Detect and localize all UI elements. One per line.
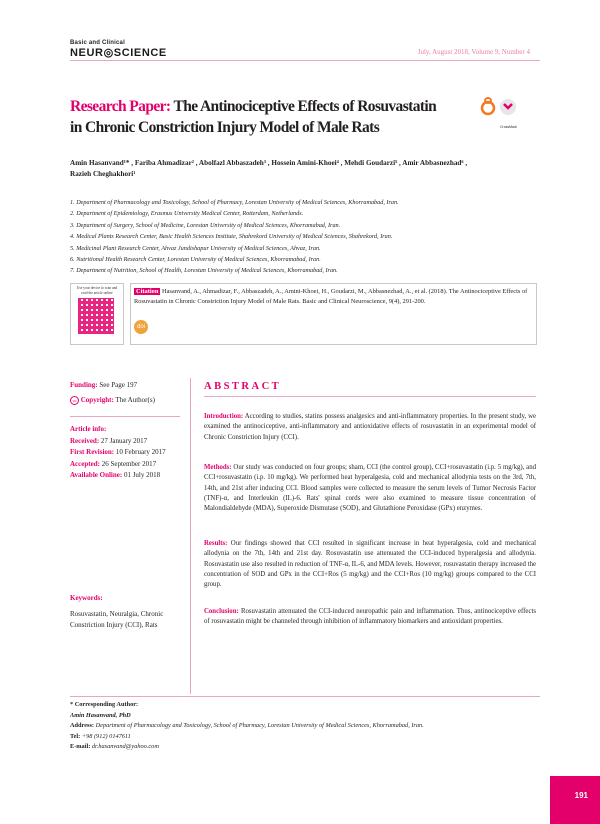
corr-heading: * Corresponding Author: [70,701,139,708]
conclusion-heading: Conclusion: [204,608,239,615]
citation-text [134,287,530,307]
article-type: Research Paper: [70,98,171,115]
footer-divider [70,696,540,697]
affiliation-item: 2. Department of Epidemiology, Erasmus University Medical Center, Rotterdam, Netherlands. [70,210,304,218]
corresponding-author [70,700,540,753]
title-line-1: The Antinociceptive Effects of Rosuvastatin [170,98,437,115]
affiliation-item: 5. Medicinal Plant Research Center, Ahvaz Jundishapur University of Medical Sciences, Ahvaz, Iran. [70,244,321,252]
open-access-icon [480,96,524,120]
affiliations [70,197,540,277]
methods-heading: Methods: [204,464,232,471]
affiliation-item: 1. Department of Pharmacology and Toxicology, School of Pharmacy, Lorestan University of Medical Sciences, Khorramabad, Iran. [70,199,399,206]
cc-icon: cc [70,396,79,405]
introduction-text: According to studies, statins possess analgesics and anti-inflammatory properties. In the present study, we examined the antinociceptive, anti-inflammatory and antioxidative effects of rosuvastatin in an experimental model of Chronic Constriction Injury (CCI). [204,413,536,441]
abstract-results [204,539,536,590]
abstract-divider [204,396,536,397]
page-number: 191 [574,791,588,800]
article-info-heading: Article info: [70,425,107,433]
funding-line [70,380,137,392]
open-access-badges [480,96,524,129]
journal-brand-logo: NEUR◎SCIENCE [70,47,167,59]
funding-label: Funding: [70,381,98,389]
results-text: Our findings showed that CCI resulted in significant increase in heat hyperalgesia, cold and mechanical allodynia on the 7th, 14th and 21st day. Rosuvastatin use attenuated the CCI-induced hyperalgesia and allodynia. Rosuvastatin use also resulted in reduction of TNF-α, IL-6, and MDA levels. However, rosuvastatin therapy increased the concentration of SOD and GPx in the CCI+Ros (5 mg/kg) and the CCI+Ros (10 mg/kg) groups compared to the CCI group. [204,540,536,589]
tel-label: Tel: [70,732,81,740]
methods-text: Our study was conducted on four groups; sham, CCI (the control group), CCI+rosuvastatin (i.p. 5 mg/kg), and CCI+rosuvastatin (i.p. 10 mg/kg). We performed heat hyperalgesia, cold and mechanical allodynia tests on the 3rd, 7th, 14th, and 21st after inducing CCI. Blood samples were collected to measure the serum levels of Tumor Necrosis Factor (TNF)-α, and Interleukin (IL)-6. Rats' spinal cords were also examined to measure tissue concentration of Malondialdehyde (MDA), Superoxide Dismutase (SOD), and Glutathione Peroxidase (GPx) enzymes. [204,464,536,513]
email-label: E-mail: [70,743,91,751]
crossmark-label: CrossMark [500,125,517,129]
funding-value: See Page 197 [97,381,138,389]
abstract-introduction [204,412,536,443]
corr-name: Amin Hasanvand, PhD [70,711,131,719]
abstract-heading: ABSTRACT [204,381,282,392]
introduction-heading: Introduction: [204,413,244,420]
copyright-line [70,395,155,407]
address-value: Department of Pharmacology and Toxicology, School of Pharmacy, Lorestan University of Medical Sciences, Khorramabad, Iran. [94,722,424,730]
citation-tag: Citation [136,288,159,295]
citation-body: Hasanvand, A., Ahmadizar, F., Abbaszadeh, A., Amini-Khoei, H., Goudarzi, M., Abbasnezhad, A., et al. (2018). The Antinociceptive Effects of Rosuvastatin in Chronic Constriction Injury Model of Male Rats. Basic and Clinical Neuroscience, 9(4), 291-200. [134,288,528,306]
title-line-2: in Chronic Constriction Injury Model of Male Rats [70,119,380,136]
article-title [70,96,490,138]
doi-badge-icon[interactable]: doi [134,320,148,334]
affiliation-item: 6. Nutritional Health Research Center, Lorestan University of Medical Sciences, Khorramabad, Iran. [70,256,321,264]
affiliation-item: 3. Department of Surgery, School of Medicine, Lorestan University of Medical Sciences, Khorramabad, Iran. [70,221,341,229]
results-heading: Results: [204,540,228,547]
keywords-heading: Keywords: [70,594,103,602]
article-info [70,424,166,482]
qr-caption: Use your device to scan and read the article online [76,286,118,295]
sidebar-divider [70,416,180,417]
accepted-label: Accepted: [70,459,100,468]
affiliation-item: 4. Medical Plants Research Center, Basic Health Sciences Institute, Shahrekord University of Medical Sciences, Shahrekord, Iran. [70,233,393,241]
tel-value: +98 (912) 0147611 [80,732,131,740]
first-revision-label: First Revision: [70,448,115,456]
authors-line-2: Razieh Cheghakhori¹ [70,170,136,178]
email-link[interactable]: dr.hasanvand@yahoo.com [90,743,159,751]
author-list [70,158,540,180]
issue-info: July, August 2018, Volume 9, Number 4 [417,48,530,56]
keywords-block [70,593,180,632]
copyright-label: Copyright: [80,396,114,404]
conclusion-text: Rosuvastatin attenuated the CCI-induced neuropathic pain and inflammation. Thus, antinociceptive effects of rosuvastatin might be channeled through inhibition of inflammatory biomarkers and antioxidant properties. [204,608,536,626]
journal-brand-top: Basic and Clinical [70,40,125,46]
address-label: Address: [70,722,95,730]
copyright-value: The Author(s) [113,396,155,404]
authors-line-1: Amin Hasanvand¹* , Fariba Ahmadizar² , Abolfazl Abbaszadeh³ , Hossein Amini-Khoei⁴ , Mehdi Goudarzi⁵ , Amir Abbasnezhad⁶ , [70,159,468,167]
header-divider [70,60,540,61]
keywords-list: Rosuvastatin, Neuralgia, Chronic Constriction Injury (CCI), Rats [70,609,164,629]
received-label: Received: [70,436,100,445]
abstract-methods [204,463,536,514]
received-value: 27 January 2017 [99,436,148,445]
qr-code-icon[interactable] [78,298,114,334]
affiliation-item: 7. Department of Nutrition, School of Health, Lorestan University of Medical Sciences, Khorramabad, Iran. [70,267,338,275]
abstract-conclusion [204,607,536,628]
online-label: Available Online: [70,471,123,479]
first-revision-value: 10 February 2017 [114,448,166,456]
page-number-bar [550,776,600,824]
online-value: 01 July 2018 [122,471,161,479]
column-divider [190,378,191,694]
accepted-value: 26 September 2017 [99,459,157,468]
